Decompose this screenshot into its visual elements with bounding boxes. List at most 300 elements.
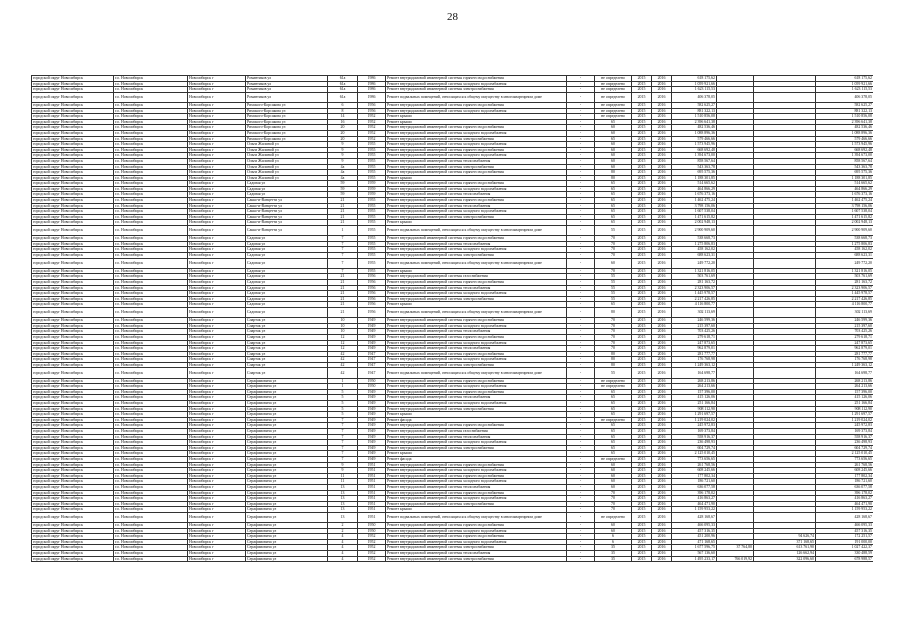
- year-cell: 1952: [358, 119, 386, 125]
- end-year-cell: 2016: [652, 130, 672, 136]
- wear-dash-cell: -: [567, 451, 595, 457]
- house-number-cell: 6: [328, 102, 358, 108]
- work-type-cell: Ремонт подвальных помещений, относящихся к общему имуществу в многоквартирном доме: [386, 258, 567, 268]
- total-cost-cell: 1 321 816,05: [672, 268, 717, 274]
- wear-cell: 55: [595, 291, 632, 297]
- start-year-cell: 2015: [632, 395, 652, 401]
- city-cell: Новосибирск г: [188, 434, 246, 440]
- street-cell: Серафимовича ул: [246, 401, 328, 407]
- owner-funds-cell: 176 768,98: [816, 357, 874, 363]
- wear-dash-cell: -: [567, 423, 595, 429]
- owner-funds-cell: 514 665,62: [816, 181, 874, 187]
- municipality-cell: городской округ Новосибирск: [32, 279, 114, 285]
- wear-dash-cell: -: [567, 175, 595, 181]
- house-number-cell: 7: [328, 429, 358, 435]
- end-year-cell: 2016: [652, 412, 672, 418]
- house-number-cell: 9: [328, 462, 358, 468]
- owner-funds-cell: 4 116 800,77: [816, 302, 874, 308]
- district-cell: г.о. Новосибирск: [114, 285, 188, 291]
- municipality-cell: городской округ Новосибирск: [32, 119, 114, 125]
- wear-dash-cell: -: [567, 220, 595, 226]
- total-cost-cell: 1 623 115,53: [672, 87, 717, 93]
- street-cell: Романтиков ул: [246, 81, 328, 87]
- house-number-cell: 10: [328, 318, 358, 324]
- total-cost-cell: 177 802,34: [672, 473, 717, 479]
- municipality-cell: городской округ Новосибирск: [32, 451, 114, 457]
- city-cell: Новосибирск г: [188, 274, 246, 280]
- owner-funds-cell: 416 863,27: [816, 496, 874, 502]
- city-cell: Новосибирск г: [188, 484, 246, 490]
- work-type-cell: Ремонт внутридомовой инженерной системы электроснабжения: [386, 136, 567, 142]
- year-cell: 1955: [358, 142, 386, 148]
- work-type-cell: Ремонт внутридомовой инженерной системы горячего водоснабжения: [386, 473, 567, 479]
- wear-cell: не определено: [595, 92, 632, 102]
- year-cell: 1951: [358, 473, 386, 479]
- year-cell: 1950: [358, 528, 386, 534]
- work-type-cell: Ремонт внутридомовой инженерной системы теплоснабжения: [386, 158, 567, 164]
- total-cost-cell: 281 777,77: [672, 351, 717, 357]
- street-cell: Серафимовича ул: [246, 523, 328, 529]
- end-year-cell: 2016: [652, 351, 672, 357]
- total-cost-cell: 618 175,62: [672, 76, 717, 82]
- street-cell: Серафимовича ул: [246, 440, 328, 446]
- municipality-cell: городской округ Новосибирск: [32, 429, 114, 435]
- year-cell: 1952: [358, 136, 386, 142]
- wear-cell: 65: [595, 181, 632, 187]
- work-type-cell: Ремонт внутридомовой инженерной системы холодного водоснабжения: [386, 209, 567, 215]
- wear-cell: 60: [595, 258, 632, 268]
- work-type-cell: Ремонт внутридомовой инженерной системы горячего водоснабжения: [386, 198, 567, 204]
- wear-cell: 65: [595, 186, 632, 192]
- start-year-cell: 2015: [632, 236, 652, 242]
- city-cell: Новосибирск г: [188, 429, 246, 435]
- owner-funds-cell: 2 125 010,45: [816, 451, 874, 457]
- owner-funds-cell: 268 213,86: [816, 378, 874, 384]
- wear-dash-cell: -: [567, 192, 595, 198]
- city-cell: Новосибирск г: [188, 406, 246, 412]
- wear-cell: 65: [595, 451, 632, 457]
- federal-funds-cell: [717, 226, 754, 236]
- wear-cell: 80: [595, 357, 632, 363]
- municipality-cell: городской округ Новосибирск: [32, 395, 114, 401]
- district-cell: г.о. Новосибирск: [114, 108, 188, 114]
- start-year-cell: 2015: [632, 545, 652, 551]
- total-cost-cell: 1 510 856,08: [672, 114, 717, 120]
- start-year-cell: 2015: [632, 479, 652, 485]
- owner-funds-cell: 1 291 697,57: [816, 412, 874, 418]
- start-year-cell: 2015: [632, 462, 652, 468]
- year-cell: 1956: [358, 108, 386, 114]
- house-number-cell: 7: [328, 236, 358, 242]
- owner-funds-cell: 582 625,27: [816, 102, 874, 108]
- municipality-cell: городской округ Новосибирск: [32, 346, 114, 352]
- end-year-cell: 2016: [652, 236, 672, 242]
- wear-dash-cell: -: [567, 87, 595, 93]
- year-cell: 1955: [358, 158, 386, 164]
- start-year-cell: 2015: [632, 501, 652, 507]
- district-cell: г.о. Новосибирск: [114, 556, 188, 562]
- street-cell: Ольги Жилиной ул: [246, 164, 328, 170]
- year-cell: 1949: [358, 423, 386, 429]
- district-cell: г.о. Новосибирск: [114, 434, 188, 440]
- owner-funds-cell: 1 445 978,57: [816, 291, 874, 297]
- work-type-cell: Ремонт внутридомовой инженерной системы теплоснабжения: [386, 434, 567, 440]
- municipality-cell: городской округ Новосибирск: [32, 181, 114, 187]
- city-cell: Новосибирск г: [188, 556, 246, 562]
- wear-dash-cell: -: [567, 214, 595, 220]
- owner-funds-cell: 1 321 816,05: [816, 268, 874, 274]
- district-cell: г.о. Новосибирск: [114, 423, 188, 429]
- street-cell: Серафимовича ул: [246, 539, 328, 545]
- street-cell: Спартак ул: [246, 334, 328, 340]
- year-cell: 1947: [358, 357, 386, 363]
- municipality-cell: городской округ Новосибирск: [32, 296, 114, 302]
- total-cost-cell: 466 095,33: [672, 523, 717, 529]
- total-cost-cell: 261 768,56: [672, 462, 717, 468]
- start-year-cell: 2015: [632, 130, 652, 136]
- owner-funds-cell: 543 363,78: [816, 164, 874, 170]
- house-number-cell: 11: [328, 473, 358, 479]
- start-year-cell: 2015: [632, 451, 652, 457]
- street-cell: Ольги Жилиной ул: [246, 170, 328, 176]
- end-year-cell: 2016: [652, 389, 672, 395]
- district-cell: г.о. Новосибирск: [114, 125, 188, 131]
- wear-dash-cell: -: [567, 468, 595, 474]
- district-cell: г.о. Новосибирск: [114, 279, 188, 285]
- district-cell: г.о. Новосибирск: [114, 181, 188, 187]
- owner-funds-cell: 236 498,93: [816, 440, 874, 446]
- street-cell: Садовая ул: [246, 296, 328, 302]
- street-cell: Садовая ул: [246, 279, 328, 285]
- house-number-cell: 12: [328, 334, 358, 340]
- wear-cell: 60: [595, 462, 632, 468]
- start-year-cell: 2015: [632, 253, 652, 259]
- district-cell: г.о. Новосибирск: [114, 378, 188, 384]
- house-number-cell: 7: [328, 423, 358, 429]
- city-cell: Новосибирск г: [188, 170, 246, 176]
- street-cell: Спартак ул: [246, 323, 328, 329]
- work-type-cell: Ремонт внутридомовой инженерной системы холодного водоснабжения: [386, 291, 567, 297]
- wear-dash-cell: -: [567, 496, 595, 502]
- street-cell: Римского-Корсакова ул: [246, 119, 328, 125]
- start-year-cell: 2015: [632, 209, 652, 215]
- city-cell: Новосибирск г: [188, 445, 246, 451]
- wear-dash-cell: -: [567, 334, 595, 340]
- wear-cell: 55: [595, 285, 632, 291]
- owner-funds-cell: 457 316,35: [816, 528, 874, 534]
- total-cost-cell: 157 396,00: [672, 389, 717, 395]
- wear-dash-cell: -: [567, 81, 595, 87]
- start-year-cell: 2015: [632, 490, 652, 496]
- wear-cell: 60: [595, 164, 632, 170]
- street-cell: Спартак ул: [246, 351, 328, 357]
- city-cell: Новосибирск г: [188, 389, 246, 395]
- house-number-cell: 21: [328, 285, 358, 291]
- start-year-cell: 2015: [632, 192, 652, 198]
- municipality-cell: городской округ Новосибирск: [32, 302, 114, 308]
- street-cell: Спартак ул: [246, 346, 328, 352]
- house-number-cell: 12: [328, 346, 358, 352]
- start-year-cell: 2015: [632, 406, 652, 412]
- owner-funds-cell: 538 668,73: [816, 236, 874, 242]
- work-type-cell: Ремонт внутридомовой инженерной системы холодного водоснабжения: [386, 468, 567, 474]
- house-number-cell: 21: [328, 307, 358, 317]
- wear-cell: 65: [595, 119, 632, 125]
- wear-dash-cell: -: [567, 268, 595, 274]
- owner-funds-cell: 881 322,13: [816, 108, 874, 114]
- year-cell: 1947: [358, 368, 386, 378]
- house-number-cell: 7: [328, 241, 358, 247]
- wear-cell: 65: [595, 136, 632, 142]
- house-number-cell: 20: [328, 130, 358, 136]
- city-cell: Новосибирск г: [188, 490, 246, 496]
- house-number-cell: 13: [328, 490, 358, 496]
- work-type-cell: Ремонт внутридомовой инженерной системы горячего водоснабжения: [386, 76, 567, 82]
- municipality-cell: городской округ Новосибирск: [32, 528, 114, 534]
- municipality-cell: городской округ Новосибирск: [32, 253, 114, 259]
- year-cell: 1956: [358, 285, 386, 291]
- year-cell: 1951: [358, 479, 386, 485]
- house-number-cell: 21: [328, 296, 358, 302]
- total-cost-cell: 1 676 373,16: [672, 192, 717, 198]
- street-cell: Ольги Жилиной ул: [246, 142, 328, 148]
- owner-funds-cell: 1 623 115,53: [816, 87, 874, 93]
- district-cell: г.о. Новосибирск: [114, 496, 188, 502]
- house-number-cell: 21: [328, 214, 358, 220]
- wear-dash-cell: -: [567, 241, 595, 247]
- street-cell: Серафимовича ул: [246, 551, 328, 557]
- year-cell: 1947: [358, 351, 386, 357]
- end-year-cell: 2016: [652, 181, 672, 187]
- wear-cell: 55: [595, 296, 632, 302]
- federal-funds-cell: [717, 512, 754, 522]
- work-type-cell: Ремонт внутридомовой инженерной системы теплоснабжения: [386, 484, 567, 490]
- total-cost-cell: 567 136,60: [672, 551, 717, 557]
- wear-dash-cell: -: [567, 181, 595, 187]
- start-year-cell: 2015: [632, 279, 652, 285]
- end-year-cell: 2016: [652, 484, 672, 490]
- owner-funds-cell: 458 162,02: [816, 247, 874, 253]
- house-number-cell: 7: [328, 434, 358, 440]
- street-cell: Серафимовича ул: [246, 490, 328, 496]
- work-type-cell: Ремонт внутридомовой инженерной системы холодного водоснабжения: [386, 384, 567, 390]
- house-number-cell: 7: [328, 258, 358, 268]
- house-number-cell: 2: [328, 528, 358, 534]
- street-cell: Садовая ул: [246, 241, 328, 247]
- wear-cell: 70: [595, 329, 632, 335]
- year-cell: 1949: [358, 389, 386, 395]
- regional-funds-cell: 126 662,94: [754, 551, 816, 557]
- street-cell: Сакко-и-Ванцетти ул: [246, 220, 328, 226]
- city-cell: Новосибирск г: [188, 440, 246, 446]
- owner-funds-cell: 1 510 856,08: [816, 114, 874, 120]
- regional-funds-cell: [754, 92, 816, 102]
- total-cost-cell: 457 316,35: [672, 528, 717, 534]
- city-cell: Новосибирск г: [188, 417, 246, 423]
- city-cell: Новосибирск г: [188, 153, 246, 159]
- start-year-cell: 2015: [632, 357, 652, 363]
- house-number-cell: 7: [328, 268, 358, 274]
- year-cell: 1951: [358, 501, 386, 507]
- start-year-cell: 2015: [632, 119, 652, 125]
- municipality-cell: городской округ Новосибирск: [32, 456, 114, 462]
- start-year-cell: 2015: [632, 346, 652, 352]
- year-cell: 1955: [358, 268, 386, 274]
- district-cell: г.о. Новосибирск: [114, 417, 188, 423]
- year-cell: 1955: [358, 153, 386, 159]
- end-year-cell: 2016: [652, 378, 672, 384]
- house-number-cell: 5: [328, 412, 358, 418]
- municipality-cell: городской округ Новосибирск: [32, 236, 114, 242]
- owner-funds-cell: 579 466,66: [816, 136, 874, 142]
- wear-cell: 70: [595, 253, 632, 259]
- total-cost-cell: 1 462 475,24: [672, 198, 717, 204]
- wear-dash-cell: -: [567, 362, 595, 368]
- start-year-cell: 2015: [632, 429, 652, 435]
- house-number-cell: 4: [328, 556, 358, 562]
- total-cost-cell: 482 536,46: [672, 125, 717, 131]
- district-cell: г.о. Новосибирск: [114, 87, 188, 93]
- year-cell: 1949: [358, 412, 386, 418]
- start-year-cell: 2015: [632, 114, 652, 120]
- city-cell: Новосибирск г: [188, 247, 246, 253]
- owner-funds-cell: 2 396 641,38: [816, 119, 874, 125]
- municipality-cell: городской округ Новосибирск: [32, 285, 114, 291]
- district-cell: г.о. Новосибирск: [114, 351, 188, 357]
- wear-dash-cell: -: [567, 108, 595, 114]
- district-cell: г.о. Новосибирск: [114, 274, 188, 280]
- end-year-cell: 2016: [652, 192, 672, 198]
- work-type-cell: Ремонт крыши: [386, 507, 567, 513]
- municipality-cell: городской округ Новосибирск: [32, 268, 114, 274]
- wear-dash-cell: -: [567, 384, 595, 390]
- street-cell: Спартак ул: [246, 340, 328, 346]
- year-cell: 1949: [358, 395, 386, 401]
- owner-funds-cell: 1 676 373,16: [816, 192, 874, 198]
- street-cell: Садовая ул: [246, 236, 328, 242]
- work-type-cell: Ремонт внутридомовой инженерной системы электроснабжения: [386, 164, 567, 170]
- wear-cell: 70: [595, 346, 632, 352]
- owner-funds-cell: 558 916,37: [816, 434, 874, 440]
- end-year-cell: 2016: [652, 241, 672, 247]
- start-year-cell: 2015: [632, 186, 652, 192]
- owner-funds-cell: 482 536,46: [816, 125, 874, 131]
- start-year-cell: 2015: [632, 323, 652, 329]
- municipality-cell: городской округ Новосибирск: [32, 125, 114, 131]
- city-cell: Новосибирск г: [188, 214, 246, 220]
- house-number-cell: 13: [328, 501, 358, 507]
- municipality-cell: городской округ Новосибирск: [32, 523, 114, 529]
- wear-cell: 70: [595, 236, 632, 242]
- start-year-cell: 2015: [632, 76, 652, 82]
- end-year-cell: 2016: [652, 291, 672, 297]
- city-cell: Новосибирск г: [188, 81, 246, 87]
- year-cell: 1955: [358, 164, 386, 170]
- municipality-cell: городской округ Новосибирск: [32, 209, 114, 215]
- city-cell: Новосибирск г: [188, 468, 246, 474]
- work-type-cell: Ремонт внутридомовой инженерной системы холодного водоснабжения: [386, 401, 567, 407]
- wear-dash-cell: -: [567, 170, 595, 176]
- year-cell: 1951: [358, 490, 386, 496]
- city-cell: Новосибирск г: [188, 198, 246, 204]
- wear-dash-cell: -: [567, 412, 595, 418]
- wear-dash-cell: -: [567, 357, 595, 363]
- owner-funds-cell: 302 113,69: [816, 307, 874, 317]
- municipality-cell: городской округ Новосибирск: [32, 81, 114, 87]
- city-cell: Новосибирск г: [188, 346, 246, 352]
- work-type-cell: Ремонт внутридомовой инженерной системы горячего водоснабжения: [386, 351, 567, 357]
- owner-funds-cell: 261 768,56: [816, 462, 874, 468]
- wear-cell: 6: [595, 534, 632, 540]
- year-cell: 1955: [358, 209, 386, 215]
- year-cell: 1950: [358, 523, 386, 529]
- total-cost-cell: 1 159 953,22: [672, 507, 717, 513]
- street-cell: Сакко-и-Ванцетти ул: [246, 203, 328, 209]
- house-number-cell: 9: [328, 147, 358, 153]
- district-cell: г.о. Новосибирск: [114, 158, 188, 164]
- owner-funds-cell: 1 027 422,37: [816, 545, 874, 551]
- year-cell: 1955: [358, 258, 386, 268]
- work-type-cell: Ремонт внутридомовой инженерной системы холодного водоснабжения: [386, 479, 567, 485]
- regional-funds-cell: [754, 512, 816, 522]
- city-cell: Новосибирск г: [188, 158, 246, 164]
- wear-cell: 65: [595, 214, 632, 220]
- street-cell: Садовая ул: [246, 253, 328, 259]
- house-number-cell: 10: [328, 329, 358, 335]
- total-cost-cell: 695 575,36: [672, 170, 717, 176]
- city-cell: Новосибирск г: [188, 241, 246, 247]
- end-year-cell: 2016: [652, 429, 672, 435]
- start-year-cell: 2015: [632, 125, 652, 131]
- work-type-cell: Ремонт внутридомовой инженерной системы горячего водоснабжения: [386, 490, 567, 496]
- municipality-cell: городской округ Новосибирск: [32, 291, 114, 297]
- start-year-cell: 2015: [632, 473, 652, 479]
- street-cell: Римского-Корсакова ул: [246, 102, 328, 108]
- city-cell: Новосибирск г: [188, 334, 246, 340]
- total-cost-cell: 451 200,96: [672, 534, 717, 540]
- street-cell: Серафимовича ул: [246, 384, 328, 390]
- house-number-cell: 42: [328, 362, 358, 368]
- municipality-cell: городской округ Новосибирск: [32, 164, 114, 170]
- start-year-cell: 2015: [632, 87, 652, 93]
- municipality-cell: городской округ Новосибирск: [32, 214, 114, 220]
- owner-funds-cell: 428 168,67: [816, 512, 874, 522]
- wear-cell: 80: [595, 170, 632, 176]
- owner-funds-cell: 688 623,31: [816, 253, 874, 259]
- total-cost-cell: 1 088 896,36: [672, 130, 717, 136]
- work-type-cell: Ремонт подвальных помещений, относящихся к общему имуществу в многоквартирном доме: [386, 368, 567, 378]
- start-year-cell: 2015: [632, 198, 652, 204]
- start-year-cell: 2015: [632, 329, 652, 335]
- end-year-cell: 2016: [652, 551, 672, 557]
- start-year-cell: 2015: [632, 158, 652, 164]
- owner-funds-cell: 773 656,65: [816, 456, 874, 462]
- year-cell: 1952: [358, 125, 386, 131]
- district-cell: г.о. Новосибирск: [114, 220, 188, 226]
- city-cell: Новосибирск г: [188, 130, 246, 136]
- city-cell: Новосибирск г: [188, 378, 246, 384]
- district-cell: г.о. Новосибирск: [114, 102, 188, 108]
- municipality-cell: городской округ Новосибирск: [32, 334, 114, 340]
- total-cost-cell: 1 188 301,85: [672, 175, 717, 181]
- wear-cell: 70: [595, 247, 632, 253]
- municipality-cell: городской округ Новосибирск: [32, 539, 114, 545]
- year-cell: 1950: [358, 384, 386, 390]
- district-cell: г.о. Новосибирск: [114, 130, 188, 136]
- wear-cell: 60: [595, 153, 632, 159]
- year-cell: 1955: [358, 236, 386, 242]
- owner-funds-cell: 1 462 475,24: [816, 198, 874, 204]
